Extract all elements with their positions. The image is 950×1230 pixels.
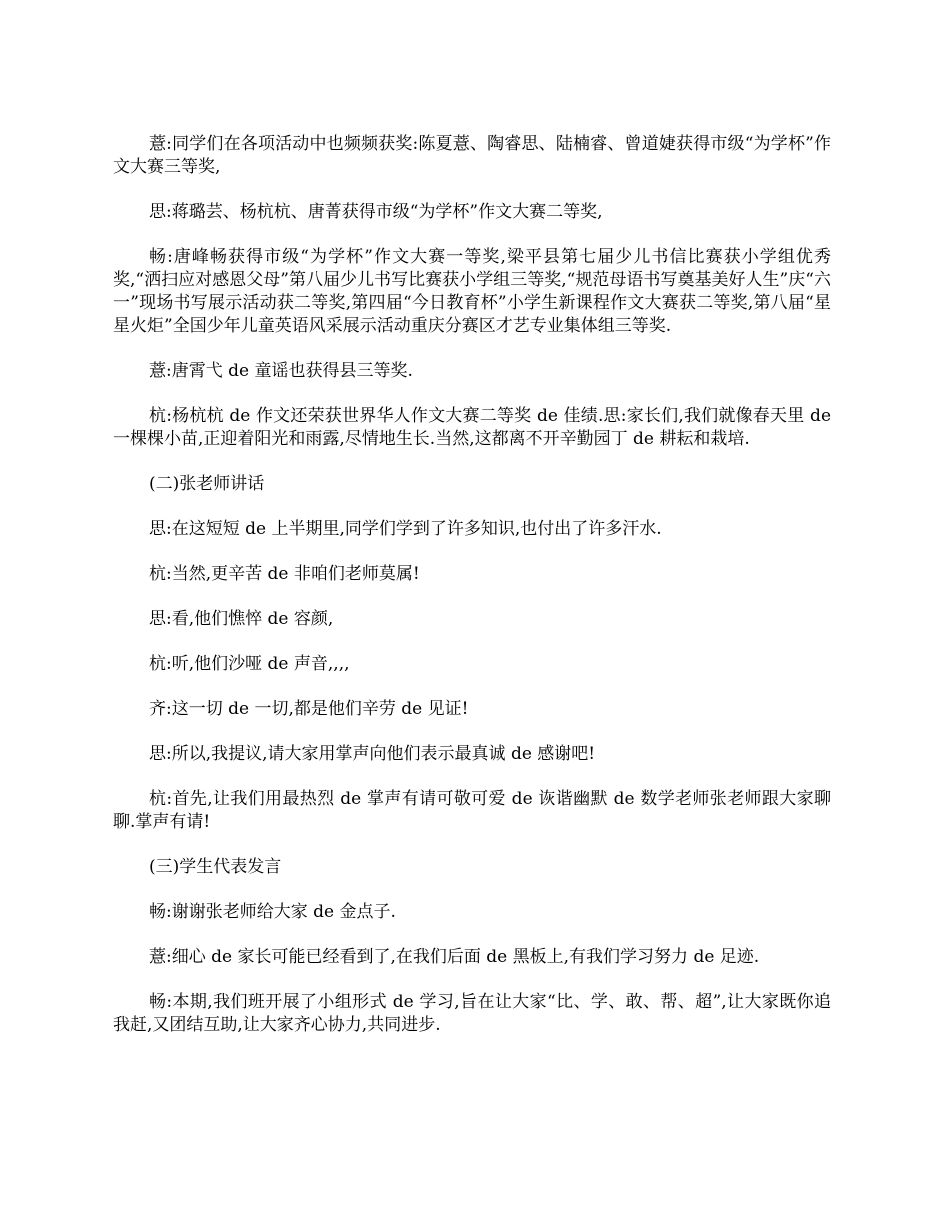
paragraph-nursery-rhyme: 薏:唐霄弋 de 童谣也获得县三等奖. (149, 361, 413, 381)
paragraph-world-essay: 杭:杨杭杭 de 作文还荣获世界华人作文大赛二等奖 de 佳绩.思:家长们,我们就像春天里 de 一棵棵小苗,正迎着阳光和雨露,尽情地生长.当然,这都离不开辛勤园丁 de 耕耘和栽培. (113, 406, 831, 449)
paragraph-invite-teacher: 杭:首先,让我们用最热烈 de 掌声有请可敬可爱 de 诙谐幽默 de 数学老师张老师跟大家聊聊.掌声有请! (113, 789, 831, 832)
paragraph-blackboard: 薏:细心 de 家长可能已经看到了,在我们后面 de 黑板上,有我们学习努力 de 足迹. (149, 947, 760, 967)
document-body (113, 133, 831, 1059)
paragraph-second-prize: 思:蒋璐芸、杨杭杭、唐菁获得市级“为学杯”作文大赛二等奖, (149, 202, 603, 222)
paragraph-voices: 杭:听,他们沙哑 de 声音,,,, (149, 654, 350, 674)
paragraph-together: 齐:这一切 de 一切,都是他们辛劳 de 见证! (149, 699, 469, 719)
paragraph-first-prize: 畅:唐峰畅获得市级“为学杯”作文大赛一等奖,梁平县第七届少儿书信比赛获小学组优秀奖,“洒扫应对感恩父母”第八届少儿书写比赛获小学组三等奖,“规范母语书写奠基美好人生”庆“六一”现场书写展示活动获二等奖,第四届“今日教育杯”小学生新课程作文大赛获二等奖,第八届“星星火炬”全国少年儿童英语风采展示活动重庆分赛区才艺专业集体组三等奖. (113, 247, 831, 336)
paragraph-teachers: 杭:当然,更辛苦 de 非咱们老师莫属! (149, 564, 420, 584)
paragraph-applause-proposal: 思:所以,我提议,请大家用掌声向他们表示最真诚 de 感谢吧! (149, 744, 596, 764)
paragraph-group-study: 畅:本期,我们班开展了小组形式 de 学习,旨在让大家“比、学、敢、帮、超”,让大家既你追我赶,又团结互助,让大家齐心协力,共同进步. (113, 992, 831, 1035)
paragraph-thanks: 畅:谢谢张老师给大家 de 金点子. (149, 902, 396, 922)
paragraph-award-summary: 薏:同学们在各项活动中也频频获奖:陈夏薏、陶睿思、陆楠睿、曾道婕获得市级“为学杯”作文大赛三等奖, (113, 134, 831, 177)
section-heading-student-speech: (三)学生代表发言 (149, 857, 282, 877)
paragraph-knowledge: 思:在这短短 de 上半期里,同学们学到了许多知识,也付出了许多汗水. (149, 519, 662, 539)
paragraph-faces: 思:看,他们憔悴 de 容颜, (149, 609, 334, 629)
section-heading-teacher-speech: (二)张老师讲话 (149, 474, 265, 494)
